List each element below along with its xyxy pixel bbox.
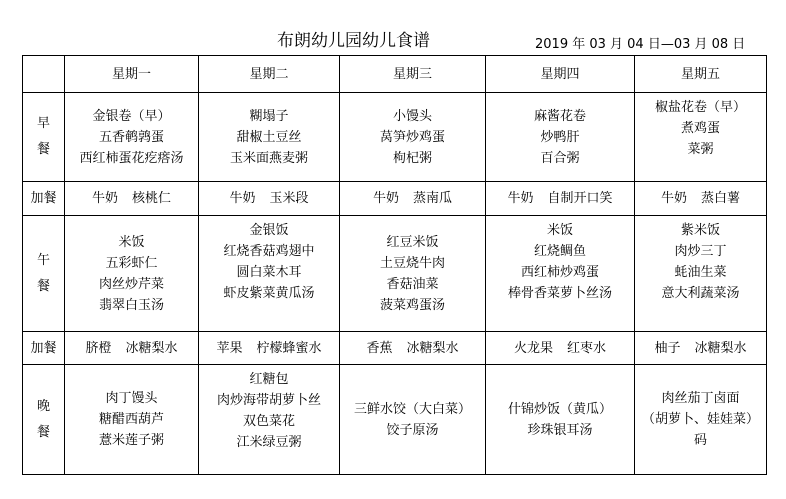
snack-pm-row	[23, 332, 767, 365]
meal-cell: 肉丁馒头 糖醋西葫芦 薏米莲子粥	[65, 365, 199, 475]
meal-cell: 米饭 五彩虾仁 肉丝炒芹菜 翡翠白玉汤	[65, 216, 199, 332]
meal-cell: 三鲜水饺（大白菜） 饺子原汤	[340, 365, 486, 475]
day-header: 星期四	[486, 56, 635, 93]
meal-cell: 金银卷（早） 五香鹌鹑蛋 西红柿蛋花疙瘩汤	[65, 93, 199, 182]
meal-cell: 小馒头 莴笋炒鸡蛋 枸杞粥	[340, 93, 486, 182]
menu-title: 布朗幼儿园幼儿食谱	[277, 31, 430, 51]
meal-cell: 红豆米饭 土豆烧牛肉 香菇油菜 菠菜鸡蛋汤	[340, 216, 486, 332]
day-header: 星期一	[65, 56, 199, 93]
meal-cell: 金银饭 红烧香菇鸡翅中 圆白菜木耳 虾皮紫菜黄瓜汤	[199, 216, 340, 332]
meal-cell: 紫米饭 肉炒三丁 蚝油生菜 意大利蔬菜汤	[635, 216, 767, 332]
meal-cell: 麻酱花卷 炒鸭肝 百合粥	[486, 93, 635, 182]
meal-cell: 什锦炒饭（黄瓜） 珍珠银耳汤	[486, 365, 635, 475]
day-header: 星期二	[199, 56, 340, 93]
header-row	[23, 56, 767, 93]
snack-cell: 牛奶 核桃仁	[65, 182, 199, 216]
breakfast-row	[23, 93, 767, 182]
snack-cell: 脐橙 冰糖梨水	[65, 332, 199, 365]
row-label-dinner: 晚 餐	[23, 365, 65, 475]
snack-cell: 苹果 柠檬蜂蜜水	[199, 332, 340, 365]
meal-cell: 椒盐花卷（早） 煮鸡蛋 菜粥	[635, 93, 767, 182]
row-label-breakfast: 早 餐	[23, 93, 65, 182]
snack-cell: 火龙果 红枣水	[486, 332, 635, 365]
row-label-snack-am: 加餐	[23, 182, 65, 216]
dinner-row	[23, 365, 767, 475]
snack-cell: 牛奶 蒸南瓜	[340, 182, 486, 216]
snack-am-row	[23, 182, 767, 216]
meal-cell: 米饭 红烧鲷鱼 西红柿炒鸡蛋 棒骨香菜萝卜丝汤	[486, 216, 635, 332]
snack-cell: 牛奶 蒸白薯	[635, 182, 767, 216]
meal-cell: 肉丝茄丁卤面 （胡萝卜、娃娃菜） 码	[635, 365, 767, 475]
row-label-lunch: 午 餐	[23, 216, 65, 332]
date-range: 2019 年 03 月 04 日—03 月 08 日	[535, 37, 746, 52]
row-label-snack-pm: 加餐	[23, 332, 65, 365]
day-header: 星期三	[340, 56, 486, 93]
meal-cell: 糊塌子 甜椒土豆丝 玉米面燕麦粥	[199, 93, 340, 182]
snack-cell: 香蕉 冰糖梨水	[340, 332, 486, 365]
snack-cell: 柚子 冰糖梨水	[635, 332, 767, 365]
menu-table	[22, 55, 767, 475]
meal-cell: 红糖包 肉炒海带胡萝卜丝 双色菜花 江米绿豆粥	[199, 365, 340, 475]
lunch-row	[23, 216, 767, 332]
snack-cell: 牛奶 玉米段	[199, 182, 340, 216]
snack-cell: 牛奶 自制开口笑	[486, 182, 635, 216]
day-header: 星期五	[635, 56, 767, 93]
corner-cell	[23, 56, 65, 93]
